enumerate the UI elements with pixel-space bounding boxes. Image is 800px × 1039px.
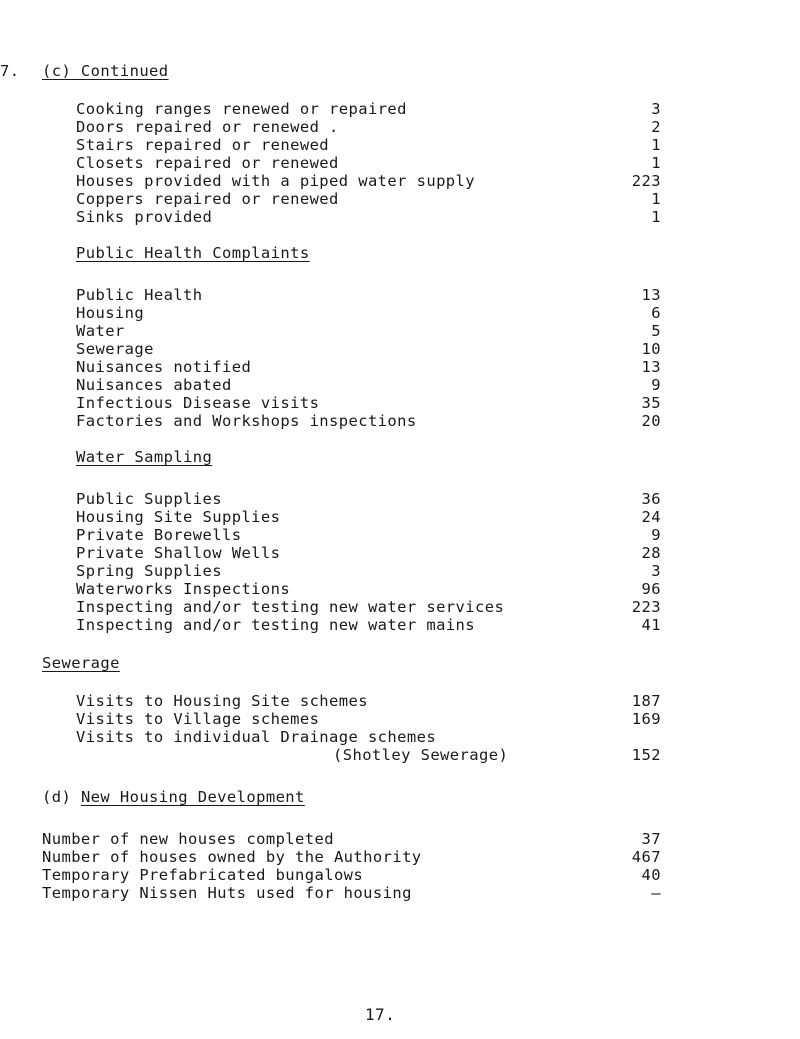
item-label: Number of new houses completed [42, 830, 334, 848]
item-label: (Shotley Sewerage) [333, 746, 509, 764]
item-label: Closets repaired or renewed [76, 154, 339, 172]
item-value: 40 [641, 866, 661, 884]
item-value: 1 [651, 208, 661, 226]
item-label: Infectious Disease visits [76, 394, 320, 412]
page-number: 17. [365, 1005, 396, 1024]
item-label: Cooking ranges renewed or repaired [76, 100, 407, 118]
item-label: Factories and Workshops inspections [76, 412, 417, 430]
item-value: 223 [631, 172, 661, 190]
list-item [0, 412, 800, 430]
item-label: Temporary Nissen Huts used for housing [42, 884, 412, 902]
item-value: 1 [651, 190, 661, 208]
item-value: 13 [641, 358, 661, 376]
list-item [0, 580, 800, 598]
item-value: 96 [641, 580, 661, 598]
list-item [0, 692, 800, 710]
new-housing-heading [42, 788, 305, 806]
item-label: Housing [76, 304, 145, 322]
item-value: 10 [641, 340, 661, 358]
item-value: 13 [641, 286, 661, 304]
list-item [0, 118, 800, 136]
item-value: 6 [651, 304, 661, 322]
item-value: 467 [631, 848, 661, 866]
item-value: 1 [651, 136, 661, 154]
item-value: 5 [651, 322, 661, 340]
list-item [0, 190, 800, 208]
item-value: 3 [651, 100, 661, 118]
list-item [0, 376, 800, 394]
list-item [0, 728, 800, 746]
item-value: 20 [641, 412, 661, 430]
list-item [0, 746, 800, 764]
item-label: Private Shallow Wells [76, 544, 281, 562]
list-item [0, 208, 800, 226]
item-label: Housing Site Supplies [76, 508, 281, 526]
list-item [0, 710, 800, 728]
item-value: 24 [641, 508, 661, 526]
list-item [0, 848, 800, 866]
item-value: 37 [641, 830, 661, 848]
list-item [0, 136, 800, 154]
list-item [0, 322, 800, 340]
item-label: Private Borewells [76, 526, 242, 544]
list-item [0, 286, 800, 304]
section-title: New Housing Development [80, 788, 305, 806]
list-item [0, 172, 800, 190]
item-value: 36 [641, 490, 661, 508]
item-label: Visits to Village schemes [76, 710, 320, 728]
item-value: 169 [631, 710, 661, 728]
header-text: (c) Continued [42, 62, 169, 80]
item-label: Number of houses owned by the Authority [42, 848, 422, 866]
item-value: 41 [641, 616, 661, 634]
section-prefix: (d) [42, 788, 72, 806]
list-item [0, 508, 800, 526]
item-value: 1 [651, 154, 661, 172]
page-marker: 7. [0, 62, 20, 80]
item-value: 9 [651, 376, 661, 394]
list-item [0, 340, 800, 358]
water-sampling-heading: Water Sampling [76, 448, 213, 466]
item-label: Water [76, 322, 125, 340]
item-label: Sinks provided [76, 208, 213, 226]
item-label: Temporary Prefabricated bungalows [42, 866, 364, 884]
item-value: 187 [631, 692, 661, 710]
public-health-heading: Public Health Complaints [76, 244, 310, 262]
list-item [0, 490, 800, 508]
item-value: 9 [651, 526, 661, 544]
item-label: Inspecting and/or testing new water services [76, 598, 505, 616]
list-item [0, 394, 800, 412]
item-label: Visits to Housing Site schemes [76, 692, 368, 710]
list-item [0, 154, 800, 172]
item-value: 28 [641, 544, 661, 562]
item-value: 152 [631, 746, 661, 764]
list-item [0, 866, 800, 884]
list-item [0, 830, 800, 848]
item-value: 35 [641, 394, 661, 412]
list-item [0, 884, 800, 902]
item-label: Public Supplies [76, 490, 222, 508]
list-item [0, 100, 800, 118]
item-label: Doors repaired or renewed . [76, 118, 339, 136]
item-label: Nuisances abated [76, 376, 232, 394]
item-label: Visits to individual Drainage schemes [76, 728, 437, 746]
sewerage-heading: Sewerage [42, 654, 120, 672]
item-value: 223 [631, 598, 661, 616]
list-item [0, 562, 800, 580]
list-item [0, 598, 800, 616]
item-label: Public Health [76, 286, 203, 304]
item-label: Coppers repaired or renewed [76, 190, 339, 208]
item-label: Inspecting and/or testing new water mains [76, 616, 476, 634]
item-label: Spring Supplies [76, 562, 222, 580]
item-value: 3 [651, 562, 661, 580]
item-label: Sewerage [76, 340, 154, 358]
list-item [0, 358, 800, 376]
item-label: Stairs repaired or renewed [76, 136, 330, 154]
item-label: Waterworks Inspections [76, 580, 291, 598]
list-item [0, 304, 800, 322]
item-value: 2 [651, 118, 661, 136]
section-heading-continued [42, 62, 169, 80]
item-label: Houses provided with a piped water supply [76, 172, 476, 190]
list-item [0, 616, 800, 634]
list-item [0, 544, 800, 562]
item-value: – [651, 884, 661, 902]
item-label: Nuisances notified [76, 358, 252, 376]
list-item [0, 526, 800, 544]
